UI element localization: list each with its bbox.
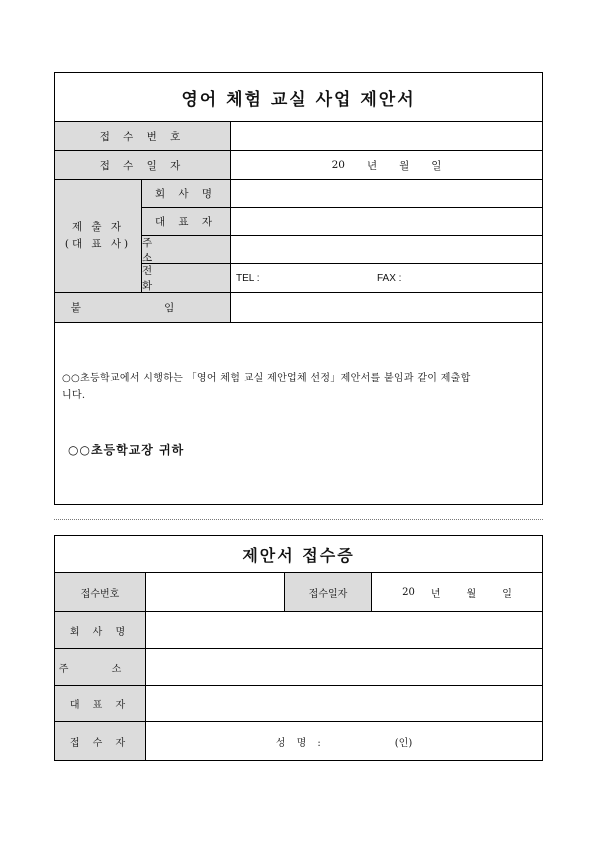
- submitter-label: [55, 180, 141, 292]
- receipt-date-field[interactable]: [231, 151, 542, 179]
- body-line-1: ○○초등학교에서 시행하는 「영어 체험 교실 제안업체 선정」제안서를 붙임과 같이 제출합: [62, 373, 471, 384]
- name-label: 성 명 :: [275, 737, 325, 749]
- ceo-field[interactable]: [231, 208, 542, 235]
- ceo-field[interactable]: [146, 686, 542, 721]
- company-name-field[interactable]: [146, 612, 542, 648]
- tel-label: TEL :: [236, 272, 260, 284]
- attachment-label: 붙 임: [55, 293, 230, 322]
- body-line-2: 니다.: [62, 390, 86, 401]
- date-day-unit: 일: [431, 159, 442, 172]
- receipt-number-field[interactable]: [231, 122, 542, 150]
- addressee: ○○초등학교장 귀하: [68, 443, 185, 457]
- date-year-unit: 년: [430, 588, 441, 600]
- receipt-number-label: 접수번호: [55, 573, 145, 611]
- proposal-title: 영어 체험 교실 사업 제안서: [181, 89, 416, 110]
- address-label: 주 소: [142, 236, 230, 263]
- ceo-label: 대 표 자: [55, 686, 145, 721]
- date-month-unit: 월: [466, 588, 477, 600]
- fax-label: FAX :: [377, 272, 402, 284]
- date-year: 20: [331, 159, 345, 171]
- date-day-unit: 일: [502, 588, 512, 600]
- date-month-unit: 월: [399, 159, 410, 172]
- receipt-form: [54, 535, 543, 761]
- seal-label: (인): [394, 737, 413, 749]
- submitter-label-line2: (대 표 사): [64, 238, 132, 250]
- company-name-field[interactable]: [231, 180, 542, 207]
- date-year: 20: [402, 586, 415, 598]
- phone-field[interactable]: [231, 264, 542, 292]
- cut-line-divider: [54, 519, 543, 520]
- receipt-date-field[interactable]: [372, 573, 542, 611]
- receipt-number-field[interactable]: [146, 573, 284, 611]
- submitter-label-line1: 제 출 자: [71, 221, 125, 233]
- receipt-date-label: 접 수 일 자: [55, 151, 230, 179]
- proposal-form: [54, 72, 543, 505]
- address-field[interactable]: [146, 649, 542, 685]
- address-field[interactable]: [231, 236, 542, 263]
- company-name-label: 회 사 명: [55, 612, 145, 648]
- company-name-label: 회 사 명: [142, 180, 230, 207]
- date-year-unit: 년: [366, 159, 378, 172]
- receipt-title: 제안서 접수증: [242, 545, 355, 565]
- receipt-date-label: 접수일자: [285, 573, 371, 611]
- ceo-label: 대 표 자: [142, 208, 230, 235]
- receiver-field[interactable]: [146, 722, 542, 760]
- address-label: 주 소: [55, 649, 145, 685]
- attachment-field[interactable]: [231, 293, 542, 322]
- receiver-label: 접 수 자: [55, 722, 145, 760]
- proposal-body-text: [62, 370, 538, 404]
- phone-label: 전 화: [142, 264, 230, 292]
- receipt-number-label: 접 수 번 호: [55, 122, 230, 150]
